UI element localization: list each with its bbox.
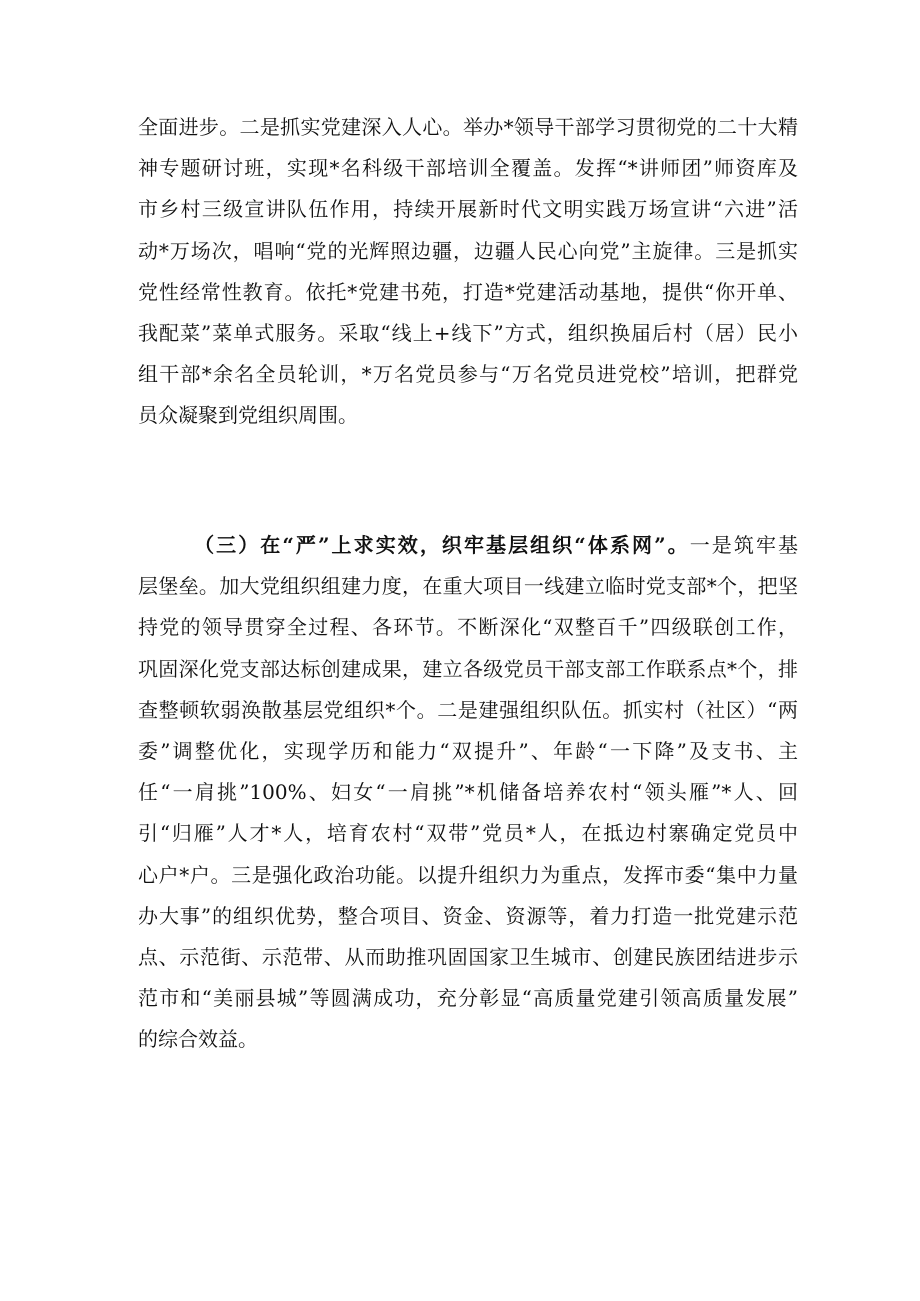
text-line: 委”调整优化，实现学历和能力“双提升”、年龄“一下降”及支书、主	[138, 739, 798, 764]
heading-continuation: 一是筑牢基	[689, 533, 799, 557]
paragraph-1	[138, 107, 798, 437]
text-line: 动*万场次，唱响“党的光辉照边疆，边疆人民心向党”主旋律。三是抓实	[138, 238, 798, 263]
text-line: 员众凝聚到党组织周围。	[138, 403, 358, 428]
text-line: 的综合效益。	[138, 1027, 258, 1052]
text-line: 组干部*余名全员轮训，*万名党员参与“万名党员进党校”培训，把群党	[138, 362, 798, 387]
text-line: 引“归雁”人才*人，培育农村“双带”党员*人，在抵边村寨确定党员中	[138, 821, 798, 846]
text-line: 心户*户。三是强化政治功能。以提升组织力为重点，发挥市委“集中力量	[138, 862, 798, 887]
text-line: 持党的领导贯穿全过程、各环节。不断深化“双整百千”四级联创工作，	[138, 615, 798, 640]
text-line: 任“一肩挑”100%、妇女“一肩挑”*机储备培养农村“领头雁”*人、回	[138, 780, 798, 805]
text-line: 市乡村三级宣讲队伍作用，持续开展新时代文明实践万场宣讲“六进”活	[138, 197, 798, 222]
text-line: 神专题研讨班，实现*名科级干部培训全覆盖。发挥“*讲师团”师资库及	[138, 156, 798, 181]
text-line: 查整顿软弱涣散基层党组织*个。二是建强组织队伍。抓实村（社区）“两	[138, 697, 798, 722]
section-heading: （三）在“严”上求实效，织牢基层组织“体系网”。	[192, 533, 690, 557]
text-line: 党性经常性教育。依托*党建书苑，打造*党建活动基地，提供“你开单、	[138, 279, 798, 304]
text-line: 层堡垒。加大党组织组建力度，在重大项目一线建立临时党支部*个，把坚	[138, 574, 798, 599]
paragraph-2	[138, 525, 798, 1061]
text-line: 办大事”的组织优势，整合项目、资金、资源等，着力打造一批党建示范	[138, 903, 798, 928]
text-line: 我配菜”菜单式服务。采取“线上+线下”方式，组织换届后村（居）民小	[138, 321, 798, 346]
text-line: 全面进步。二是抓实党建深入人心。举办*领导干部学习贯彻党的二十大精	[138, 115, 798, 139]
text-line: 巩固深化党支部达标创建成果，建立各级党员干部支部工作联系点*个，排	[138, 656, 798, 681]
text-line-first	[138, 525, 798, 566]
text-line: 范市和“美丽县城”等圆满成功，充分彰显“高质量党建引领高质量发展”	[138, 986, 798, 1011]
text-line: 点、示范街、示范带、从而助推巩固国家卫生城市、创建民族团结进步示	[138, 945, 798, 970]
